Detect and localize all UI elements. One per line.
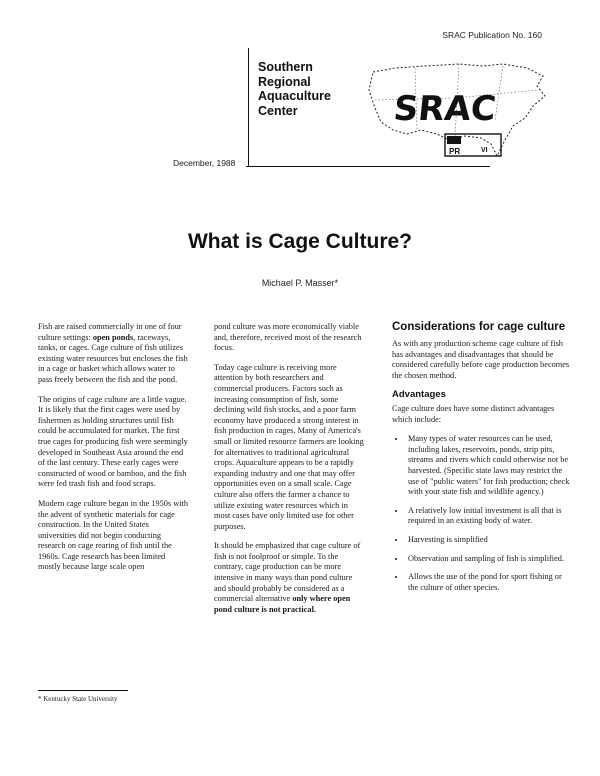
section-heading: Considerations for cage culture xyxy=(392,321,566,333)
paragraph: As with any production scheme cage culture of fish has advantages and disadvantages that should be considered carefully before cage production becomes the chosen method. xyxy=(392,339,570,380)
org-line: Center xyxy=(258,103,298,118)
paragraph: It should be emphasized that cage culture of fish is not foolproof or simple. To the contrary, cage production can be more intensive in many ways than pond culture and should probably be considered as a commercial alternative only where open pond culture is not practical. xyxy=(214,541,361,614)
subsection-heading: Advantages xyxy=(392,389,446,401)
author: Michael P. Masser* xyxy=(261,278,339,288)
list-item: • Many types of water resources can be used, including lakes, reservoirs, ponds, strip pits, streams and rivers which could otherwise not be harvested. (Specific state laws may restrict the use of "public waters" for fish production; check with your state fish and wildlife agency.) xyxy=(406,434,570,498)
publication-date: December, 1988 xyxy=(173,158,236,168)
list-item: • Observation and sampling of fish is simplified. xyxy=(406,554,570,565)
paragraph: Fish are raised commercially in one of four culture settings: open ponds, raceways, tanks, or cages. Cage culture of fish utilizes existing water resources but encloses the fish in a cage or basket which allows water to pass freely between the fish and the pond. xyxy=(38,322,188,384)
advantages-list xyxy=(392,434,570,593)
logo-text: SRAC xyxy=(391,89,498,129)
org-line: Southern xyxy=(258,60,313,74)
paragraph: Modern cage culture began in the 1950s with the advent of synthetic materials for cage construction. In the United States universities did not begin conducting research on cage rearing of fish until the 1960s. Cage research has been limited mostly because large scale open xyxy=(38,498,188,572)
list-item: • Allows the use of the pond for sport fishing or the culture of other species. xyxy=(406,572,570,593)
header-horizontal-rule xyxy=(246,166,490,167)
column-3 xyxy=(392,321,570,601)
column-2 xyxy=(214,322,364,624)
column-1 xyxy=(38,322,188,582)
footnote: * Kentucky State University xyxy=(38,695,118,703)
logo-small-right: VI xyxy=(481,147,488,154)
list-item: • A relatively low initial investment is all that is required in an existing body of water. xyxy=(406,506,570,527)
paragraph: pond culture was more economically viable and, therefore, received most of the research focus. xyxy=(214,322,362,353)
footnote-rule xyxy=(38,690,128,691)
paragraph: Cage culture does have some distinct advantages which include: xyxy=(392,403,555,424)
paragraph: The origins of cage culture are a little vague. It is likely that the first cages were used by fishermen as holding structures until fish could be accumulated for market. The first true cages for producing fish were seemingly developed in Southeast Asia around the end of the last century. These early cages were constructed of wood or bamboo, and the fish were fed trash fish and food scraps. xyxy=(38,394,188,489)
paragraph: Today cage culture is receiving more attention by both researchers and commercial producers. Factors such as increasing consumption of fish, some declining wild fish stocks, and a poor farm economy have produced a strong interest in fish production in cages. Many of America's small or limited resource farmers are looking for alternatives to traditional agricultural crops. Aquaculture appears to be a rapidly expanding industry and one that may offer opportunities even on a small scale. Cage culture also offers the farmer a chance to utilize existing water resources which in most cases have only limited use for other purposes. xyxy=(214,362,364,531)
logo-small-left: PR xyxy=(449,147,461,156)
list-item: • Harvesting is simplified xyxy=(406,535,570,546)
publication-number: SRAC Publication No. 160 xyxy=(442,30,542,40)
header-vertical-rule xyxy=(248,48,249,166)
srac-logo xyxy=(355,60,555,168)
org-line: Aquaculture xyxy=(258,89,331,103)
page-title: What is Cage Culture? xyxy=(187,230,413,253)
org-line: Regional xyxy=(258,74,311,89)
org-name xyxy=(258,60,331,118)
